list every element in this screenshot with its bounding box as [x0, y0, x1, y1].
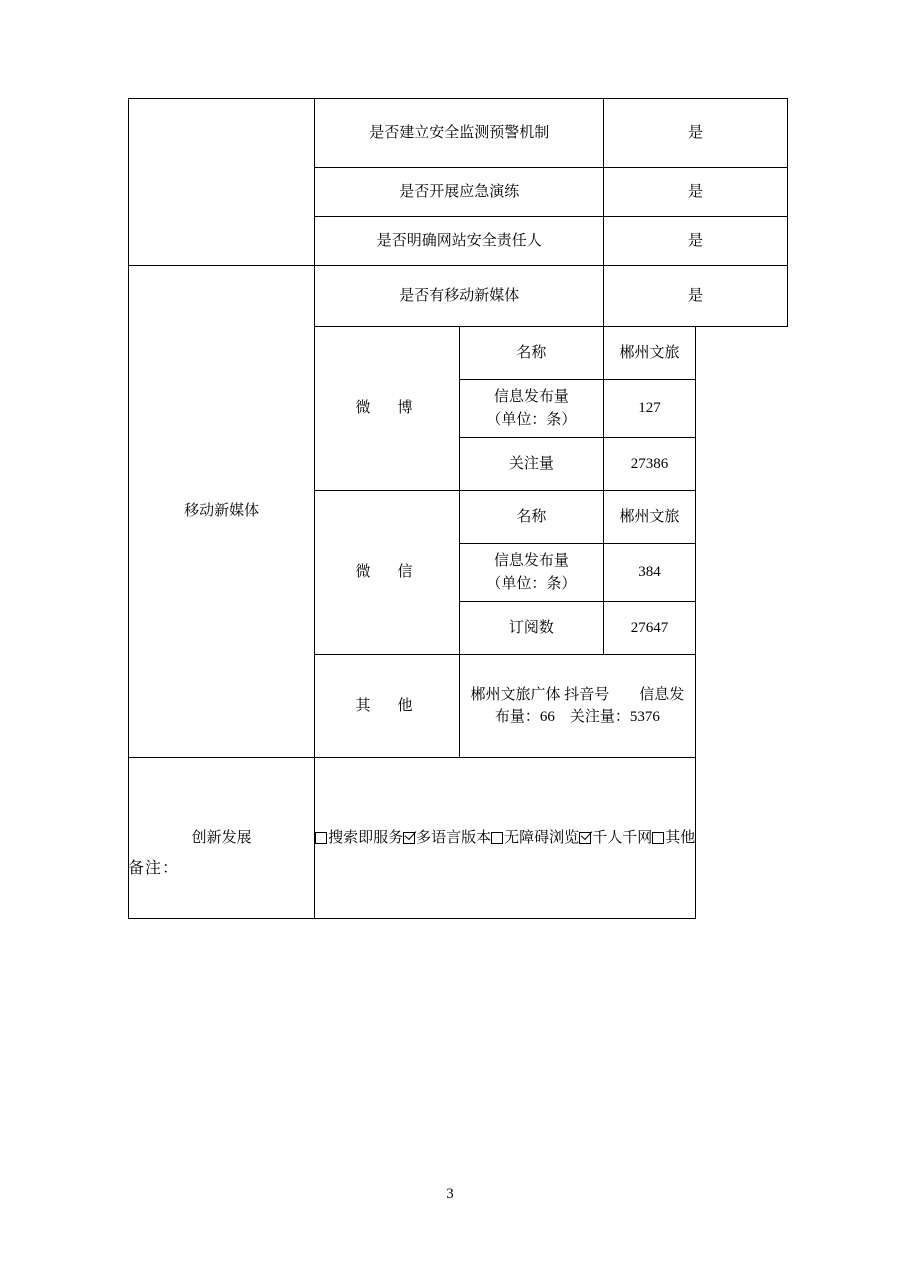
has-mobile-media-question: 是否有移动新媒体 — [315, 266, 604, 327]
weixin-subscribers-label: 订阅数 — [459, 602, 603, 655]
weibo-publish-count-label — [459, 380, 603, 438]
weixin-label: 微 信 — [315, 491, 459, 655]
checkbox-unchecked-icon[interactable] — [315, 832, 327, 844]
weixin-publish-count-label-line1: 信息发布量 — [493, 553, 569, 569]
table-row — [129, 266, 788, 327]
weibo-label: 微 博 — [315, 327, 459, 491]
security-section-label — [129, 99, 315, 266]
mobile-media-section-label: 移动新媒体 — [129, 266, 315, 758]
innovation-option-label: 无障碍浏览 — [504, 829, 580, 846]
innovation-options-list — [319, 827, 696, 850]
table-row — [129, 99, 788, 168]
other-media-detail-line1: 郴州文旅广体 抖音号 信息发 — [470, 686, 685, 703]
innovation-option-accessibility[interactable] — [491, 827, 579, 850]
innovation-options-cell — [315, 758, 696, 919]
weixin-publish-count-label-line2: （单位：条） — [486, 575, 577, 592]
innovation-option-label: 其他 — [665, 829, 696, 846]
innovation-option-multilingual[interactable] — [403, 827, 491, 850]
other-media-detail — [459, 655, 695, 758]
checkbox-unchecked-icon[interactable] — [491, 832, 503, 844]
report-table-wrapper — [128, 98, 788, 919]
checkbox-unchecked-icon[interactable] — [652, 832, 664, 844]
page-number: 3 — [446, 1186, 454, 1202]
has-mobile-media-answer: 是 — [604, 266, 788, 327]
checkbox-checked-icon[interactable] — [403, 832, 415, 844]
security-answer-3: 是 — [604, 217, 788, 266]
weibo-followers-label: 关注量 — [459, 438, 603, 491]
weibo-publish-count-value: 127 — [604, 380, 696, 438]
security-answer-2: 是 — [604, 168, 788, 217]
security-question-2: 是否开展应急演练 — [315, 168, 604, 217]
weixin-name-label: 名称 — [459, 491, 603, 544]
other-media-detail-line2: 布量：66 关注量：5376 — [494, 709, 660, 725]
security-question-1: 是否建立安全监测预警机制 — [315, 99, 604, 168]
other-media-label: 其 他 — [315, 655, 459, 758]
weibo-followers-value: 27386 — [604, 438, 696, 491]
weibo-publish-count-label-line1: 信息发布量 — [493, 389, 569, 405]
security-answer-1: 是 — [604, 99, 788, 168]
innovation-option-other[interactable] — [652, 827, 695, 850]
weixin-name-value: 郴州文旅 — [604, 491, 696, 544]
weixin-publish-count-value: 384 — [604, 544, 696, 602]
remark-label: 备注： — [128, 860, 180, 877]
checkbox-checked-icon[interactable] — [579, 832, 591, 844]
table-row — [129, 758, 788, 919]
innovation-section-label: 创新发展 — [129, 758, 315, 919]
innovation-option-search-as-service[interactable] — [315, 827, 403, 850]
innovation-option-personalized[interactable] — [579, 827, 652, 850]
security-question-3: 是否明确网站安全责任人 — [315, 217, 604, 266]
weibo-name-value: 郴州文旅 — [604, 327, 696, 380]
weibo-publish-count-label-line2: （单位：条） — [486, 411, 577, 428]
weixin-subscribers-value: 27647 — [604, 602, 696, 655]
innovation-option-label: 千人千网 — [592, 829, 653, 846]
innovation-option-label: 搜索即服务 — [328, 829, 404, 846]
weibo-name-label: 名称 — [459, 327, 603, 380]
website-report-table — [128, 98, 788, 919]
weixin-publish-count-label — [459, 544, 603, 602]
innovation-option-label: 多语言版本 — [416, 829, 492, 846]
